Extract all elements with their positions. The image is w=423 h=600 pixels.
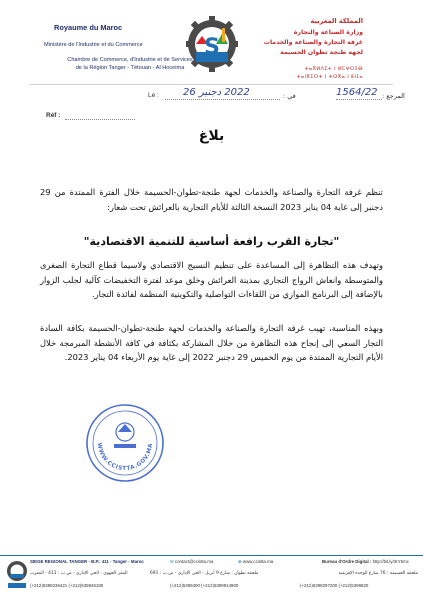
document-title: بلاغ: [198, 128, 225, 144]
header-ministry-ar: وزارة الصناعة والتجارة: [293, 29, 363, 36]
header-tifinagh-line1: ⵜⴰⴳⵍⴷⵉⵜ ⵏ ⵍⵎⵖⵔⵉⴱ: [304, 66, 363, 72]
date-value: 2022 دجنبر 26: [183, 87, 250, 98]
event-slogan: "تجارة القرب رافعة أساسية للتنمية الاقتصادية": [83, 235, 340, 248]
footer-bureau: [322, 559, 409, 564]
ref-value: 1564/22: [336, 87, 378, 98]
stamp-graphic: [84, 402, 166, 484]
paragraph-intro: تنظم غرفة التجارة والصناعة والخدمات لجهة طنجة-تطوان-الحسيمة خلال الفترة الممتدة من 29 دجنبر إلى غاية 04 يناير 2023 النسخة الثالثة للأيام التجارية بالعرائش تحت شعار:: [40, 187, 383, 212]
header-ministry-fr: Ministère de l'Industrie et du Commerce: [44, 42, 143, 48]
footer-bureau-url[interactable]: http://bit.ly/3rY5mc: [372, 559, 409, 564]
paragraph-goals: وتهدف هذه التظاهرة إلى المساعدة على تنظيم النسيج الاقتصادي ولاسيما قطاع التجارة الصغرى والمتوسطة وانعاش الرواج التجاري بمدينة العرائش وخلق موعد لفترة التخفيضات كآلية لجلب الزوار بالإضافة إلى البرنامج الموازي من اللقاءات التواصلية والتكوينية المنظمة لفائدة التجار.: [40, 260, 383, 299]
ref-label-ar: المرجع :: [382, 92, 405, 100]
footer-phones-mid: (+212)5399400 (+212)5399914900: [170, 583, 239, 588]
header-chamber-fr-line1: Chambre de Commerce, d'Industrie et de Services: [67, 57, 193, 63]
stamp-text: WWW.CCISTTA.GOV.MA: [95, 442, 155, 473]
header-tifinagh-line2: ⵜⴰⵏⴳⵉⵔⵜ ⵏ ⵜⵙⴳⴰ ⵏ ⵟⵏⵊⴰ: [296, 74, 363, 80]
footer-website: [238, 559, 273, 565]
ref-fr-dotted-line: [65, 119, 135, 120]
header-divider: [30, 84, 393, 85]
footer-website-text[interactable]: www.ccistta.ma: [242, 559, 274, 564]
footer-logo: [6, 560, 28, 590]
footer-hoceima-ar: ملحقة الحسيمة : 76 شارع الوحدة الإفريقية: [338, 571, 418, 576]
footer-divider: [0, 555, 423, 556]
footer-siege-fr: SIEGE REGIONAL TANGER - B.P.: 411 - Tanger - Maroc: [30, 559, 144, 564]
date-dotted-line: [165, 99, 280, 100]
footer-logo-graphic: [6, 560, 28, 590]
ccis-logo-letter: S: [204, 35, 220, 60]
footer-phones-left: (+212)5399236421 (+212)539946180: [30, 583, 104, 588]
header-chamber-ar-line1: غرفة التجارة والصناعة والخدمات: [263, 39, 363, 46]
footer-email-text[interactable]: contact@ccistta.ma: [174, 559, 214, 564]
email-icon: ✉: [170, 559, 174, 564]
paragraph-call: وبهذه المناسبة، تهيب غرفة التجارة والصناعة والخدمات لجهة طنجة-تطوان-الحسيمة بكافة السادة التجار السعي إلى إنجاح هذه التظاهرة من خلال المشاركة بكثافة في كافة الأنشطة المبرمجة خلال الأيام التجارية الممتدة من يوم الخميس 29 دجنبر 2022 إلى غاية يوم الأربعاء 04 يناير 2023.: [40, 323, 383, 362]
header-chamber-ar-line2: لجهة طنجة تطوان الحسيمة: [280, 49, 363, 56]
footer-email: [170, 559, 213, 565]
globe-icon: ⊕: [238, 559, 242, 564]
header-kingdom-ar: المملكة المغربية: [310, 17, 363, 25]
date-label-fr: Le :: [148, 92, 159, 99]
footer-tetouan-ar: ملحقة تطوان : شارع 9 أبريل - الحي الإداري - ص.ب : 691: [150, 571, 259, 576]
header-kingdom-fr: Royaume du Maroc: [54, 23, 123, 32]
date-label-ar: في :: [283, 92, 296, 100]
header-chamber-fr-line2: de la Région Tanger - Tétouan - Al Hoceima: [75, 64, 185, 71]
ref-label-fr: Réf :: [46, 112, 61, 119]
footer-siege-ar: المقر الجهوي - الحي الإداري - ص ب : 411 - المغرب: [30, 571, 128, 576]
footer-bureau-label: Bureau d'Ordre Digital :: [322, 559, 372, 564]
footer-phones-right: (+212)5398297200 (+212)5399820: [300, 583, 369, 588]
ref-dotted-line: [336, 99, 382, 100]
official-stamp: [84, 402, 166, 484]
